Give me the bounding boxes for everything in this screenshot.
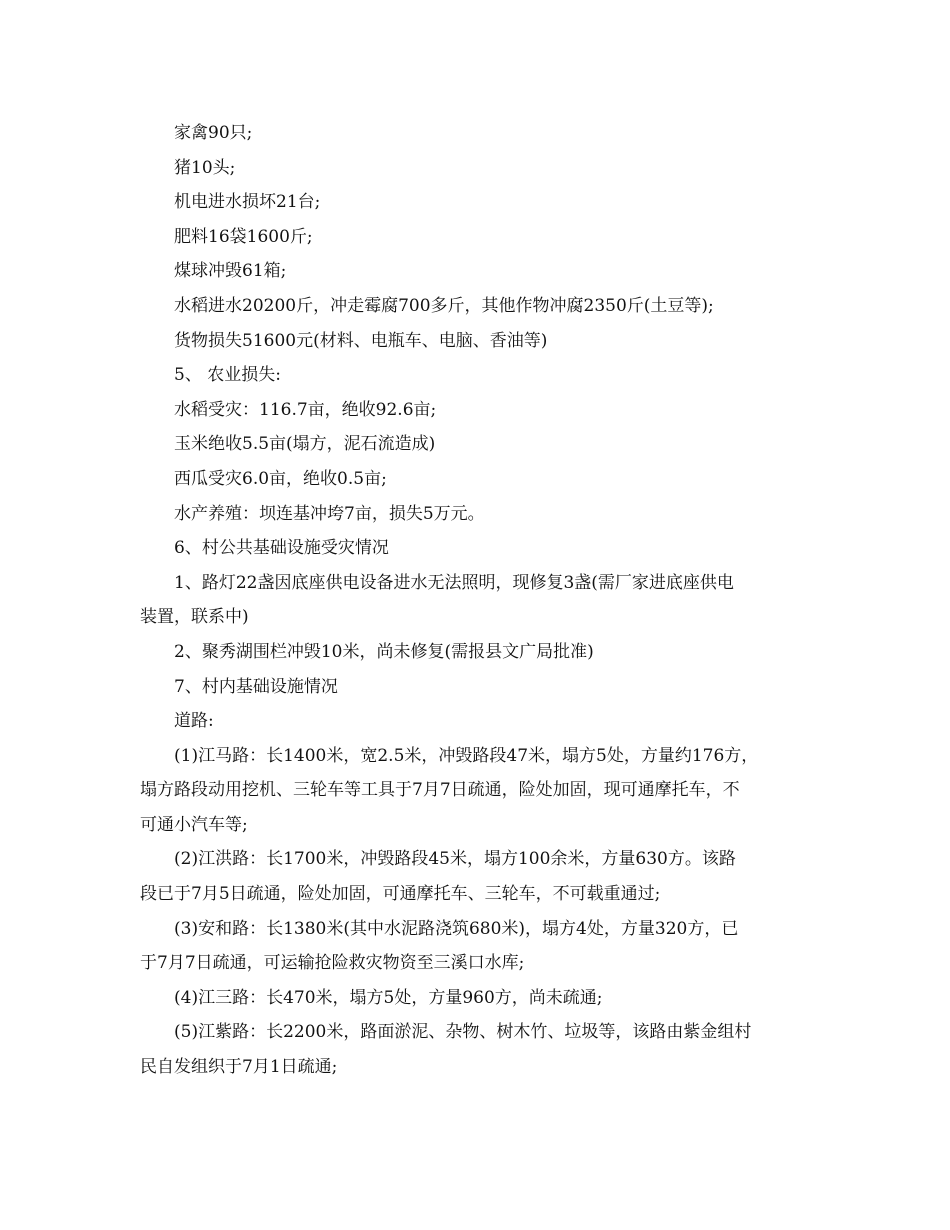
text-line: 水稻进水20200斤，冲走霉腐700多斤，其他作物冲腐2350斤(土豆等);: [174, 295, 714, 316]
text-line: 可通小汽车等;: [140, 814, 248, 835]
text-line: 6、村公共基础设施受灾情况: [174, 538, 389, 559]
text-line: 水稻受灾：116.7亩，绝收92.6亩;: [174, 399, 437, 420]
text-line: 玉米绝收5.5亩(塌方，泥石流造成): [174, 434, 436, 455]
text-line: 5、 农业损失:: [174, 365, 281, 386]
text-line: 装置，联系中): [140, 607, 249, 628]
text-line: 猪10头;: [174, 157, 236, 178]
text-line: 2、聚秀湖围栏冲毁10米，尚未修复(需报县文广局批准): [174, 641, 594, 662]
text-line: 于7月7日疏通，可运输抢险救灾物资至三溪口水库;: [140, 953, 525, 974]
text-line: (2)江洪路：长1700米，冲毁路段45米，塌方100余米，方量630方。该路: [174, 849, 736, 870]
text-line: 煤球冲毁61箱;: [174, 261, 287, 282]
text-line: 1、路灯22盏因底座供电设备进水无法照明，现修复3盏(需厂家进底座供电: [174, 572, 734, 593]
text-line: (3)安和路：长1380米(其中水泥路浇筑680米)，塌方4处，方量320方，已: [174, 918, 739, 939]
text-line: 塌方路段动用挖机、三轮车等工具于7月7日疏通，险处加固，现可通摩托车，不: [140, 780, 740, 801]
text-line: (4)江三路：长470米，塌方5处，方量960方，尚未疏通;: [174, 987, 603, 1008]
text-line: 货物损失51600元(材料、电瓶车、电脑、香油等): [174, 330, 548, 351]
text-line: (1)江马路：长1400米，宽2.5米，冲毁路段47米，塌方5处，方量约176方，: [174, 745, 759, 766]
document-body: [140, 116, 840, 1085]
text-line: 家禽90只;: [174, 123, 253, 143]
text-line: 道路:: [174, 711, 214, 732]
text-line: 肥料16袋1600斤;: [174, 226, 313, 247]
text-line: (5)江紫路：长2200米，路面淤泥、杂物、树木竹、垃圾等，该路由紫金组村: [174, 1022, 752, 1043]
text-line: 水产养殖：坝连基冲垮7亩，损失5万元。: [174, 503, 485, 524]
text-line: 民自发组织于7月1日疏通;: [140, 1057, 338, 1078]
text-line: 西瓜受灾6.0亩，绝收0.5亩;: [174, 468, 387, 489]
text-line: 段已于7月5日疏通，险处加固，可通摩托车、三轮车，不可载重通过;: [140, 884, 661, 905]
text-line: 7、村内基础设施情况: [174, 676, 338, 697]
text-line: 机电进水损坏21台;: [174, 192, 321, 213]
